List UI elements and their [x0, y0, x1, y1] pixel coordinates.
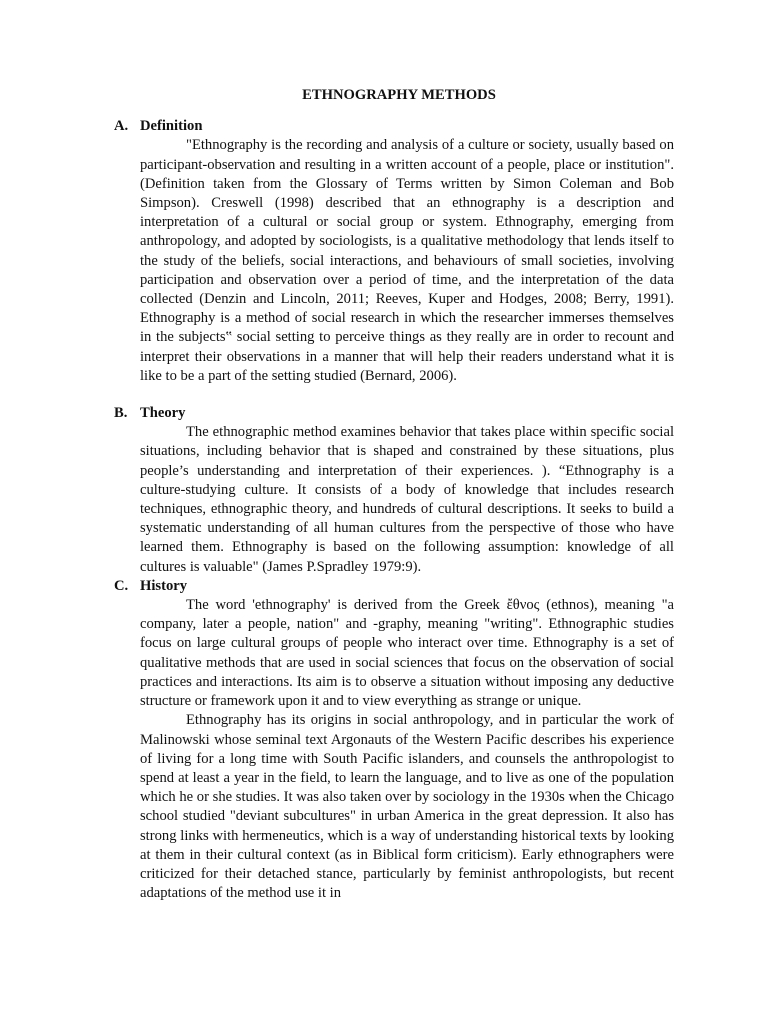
- section-letter: C.: [114, 577, 129, 594]
- section-letter: B.: [114, 405, 128, 422]
- section-history: [114, 577, 674, 903]
- paragraph: "Ethnography is the recording and analysis of a culture or society, usually based on participant-observation and resulting in a written account of a people, place or institution".(Definition taken from the Glossary of Terms written by Simon Coleman and Bob Simpson). Creswell (1998) described that an ethnography is a description and interpretation of a cultural or social group or system. Ethnography, emerging from anthropology, and adopted by sociologists, is a qualitative methodology that lends itself to the study of the beliefs, social interactions, and behaviours of small societies, involving participation and observation over a period of time, and the interpretation of the data collected (Denzin and Lincoln, 2011; Reeves, Kuper and Hodges, 2008; Berry, 1991). Ethnography is a method of social research in which the researcher immerses themselves in the subjects‟ social setting to perceive things as they really are in order to recount and interpret their observations in a manner that will help their readers understand what it is like to be a part of the setting studied (Bernard, 2006).: [140, 137, 674, 384]
- paragraph: The word 'ethnography' is derived from the Greek ἔθνος (ethnos), meaning "a company, later a people, nation" and -graphy, meaning "writing". Ethnographic studies focus on large cultural groups of people who interact over time. Ethnography is a set of qualitative methods that are used in social sciences that focus on the observation of social practices and interactions. Its aim is to observe a situation without imposing any deductive structure or framework upon it and to view everything as strange or unique.: [140, 597, 674, 710]
- section-theory: [114, 404, 674, 577]
- section-heading: [114, 577, 674, 596]
- section-heading: [114, 117, 674, 136]
- section-heading-text: History: [140, 577, 188, 594]
- section-heading: [114, 404, 674, 423]
- paragraph: Ethnography has its origins in social anthropology, and in particular the work of Malinowski whose seminal text Argonauts of the Western Pacific describes his experience of living for a long time with South Pacific islanders, and counsels the anthropologist to spend at least a year in the field, to learn the language, and to live as one of the population which he or she studies. It was also taken over by sociology in the 1930s when the Chicago school studied "deviant subcultures" in urban America in the great depression. It also has strong links with hermeneutics, which is a way of understanding historical texts by looking at them in their cultural context (as in Biblical form criticism). Early ethnographers were criticized for their detached stance, particularly by feminist anthropologists, but recent adaptations of the method use it in: [140, 712, 674, 902]
- section-heading-text: Definition: [140, 118, 203, 135]
- section-heading-text: Theory: [140, 405, 186, 422]
- section-definition: [114, 117, 674, 386]
- page-title: ETHNOGRAPHY METHODS: [302, 87, 496, 103]
- paragraph: The ethnographic method examines behavior that takes place within specific social situations, including behavior that is shaped and constrained by these situations, plus people’s understanding and interpretation of their experiences. ). “Ethnography is a culture-studying culture. It consists of a body of knowledge that includes research techniques, ethnographic theory, and hundreds of cultural descriptions. It seeks to build a systematic understanding of all human cultures from the perspective of those who have learned them. Ethnography is based on the following assumption: knowledge of all cultures is valuable" (James P.Spradley 1979:9).: [140, 424, 674, 575]
- section-letter: A.: [114, 118, 129, 135]
